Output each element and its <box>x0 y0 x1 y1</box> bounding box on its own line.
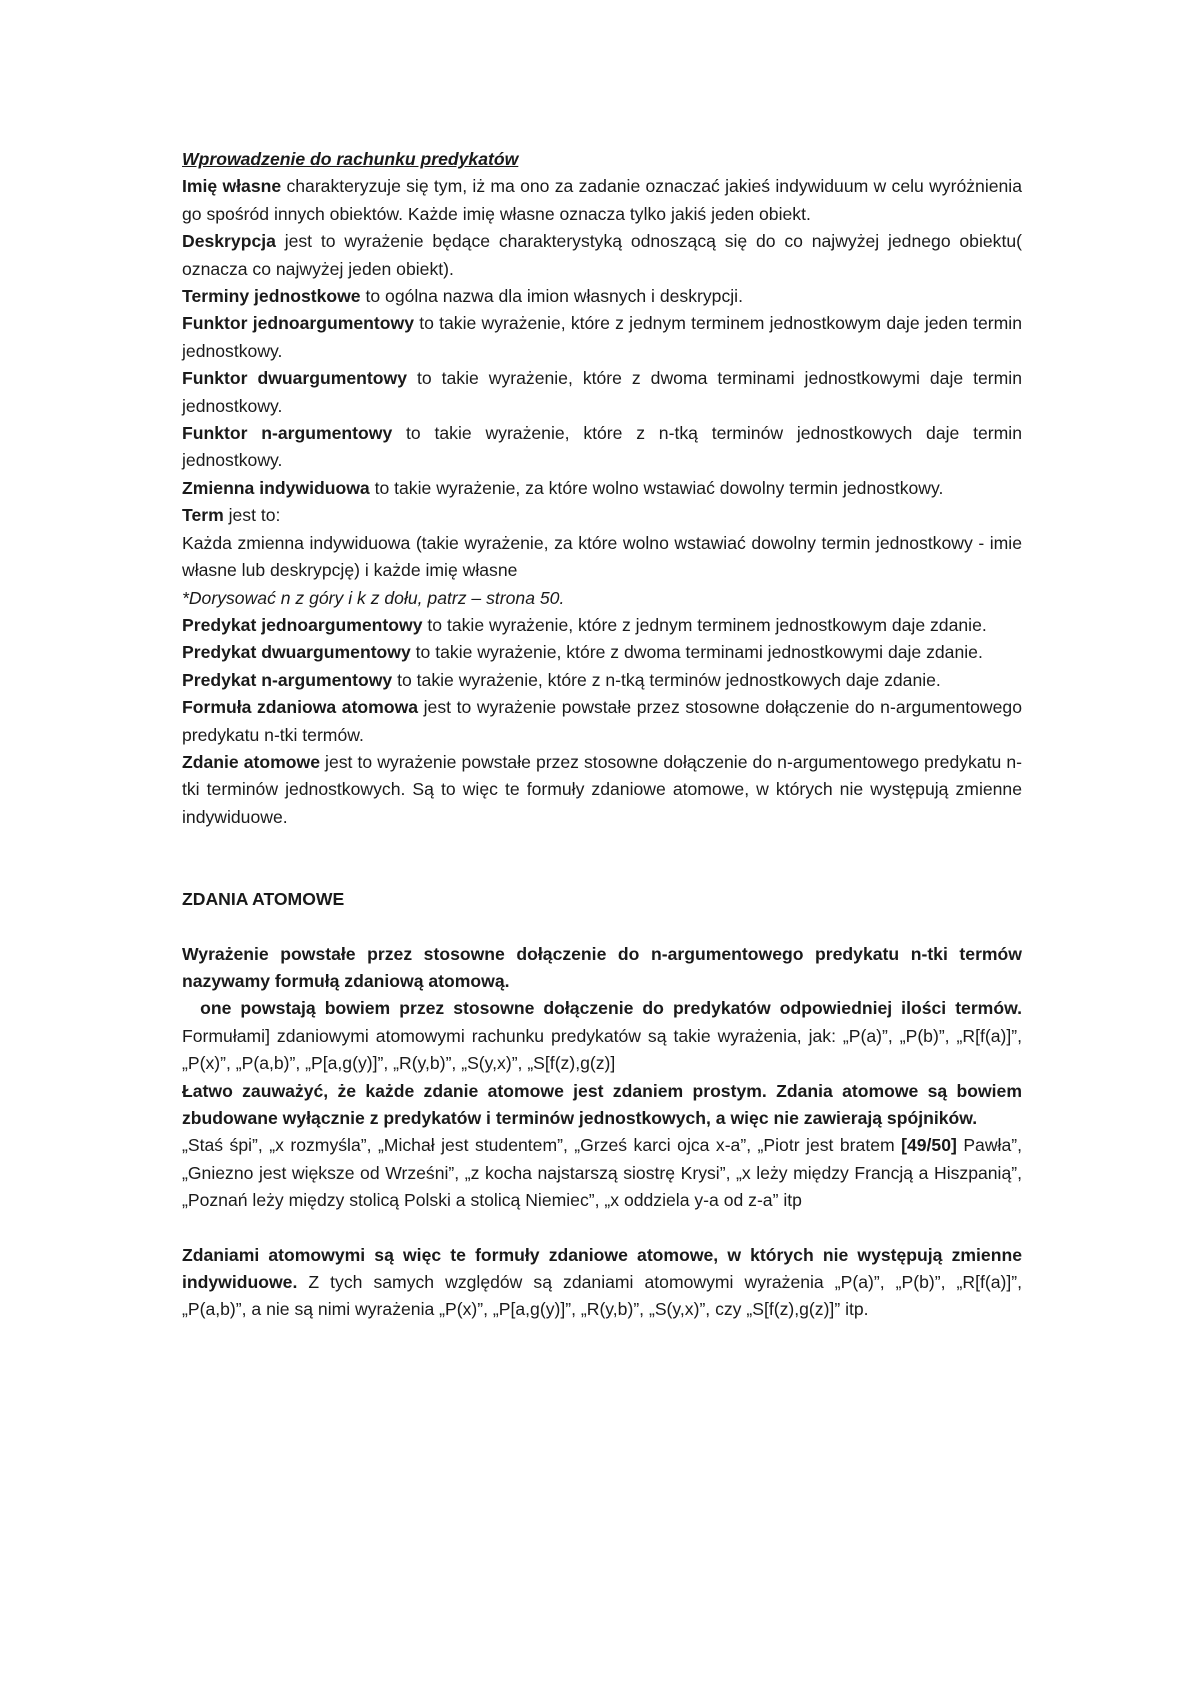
plain-text: Formułami] zdaniowymi atomowymi rachunku predykatów są takie wyrażenia, jak: „P(a)”, „P(b)”, „R[f(a)]”, „P(x)”, „P(a,b)”, „P[a,g(y)]”, „R(y,b)”, „S(y,x)”, „S[f(z),g(z)] <box>182 1025 1022 1074</box>
definition-text: to takie wyrażenie, które z jednym terminem jednostkowym daje jeden termin jednostkowy. <box>182 313 1022 361</box>
definition-term: Terminy jednostkowe <box>182 286 361 307</box>
definition-paragraph <box>182 612 1022 639</box>
definition-term: Predykat dwuargumentowy <box>182 642 411 663</box>
definition-term: Predykat jednoargumentowy <box>182 614 423 635</box>
definition-paragraph <box>182 749 1022 831</box>
definition-text: to ogólna nazwa dla imion własnych i deskrypcji. <box>360 286 743 307</box>
definition-term: Zmienna indywiduowa <box>182 477 370 498</box>
definition-term: Funktor jednoargumentowy <box>182 313 414 334</box>
definition-term: Deskrypcja <box>182 231 276 252</box>
definition-paragraph <box>182 173 1022 228</box>
definition-paragraph <box>182 228 1022 283</box>
definition-text: to takie wyrażenie, które z n-tką terminów jednostkowych daje zdanie. <box>392 669 941 690</box>
definition-term: Predykat n-argumentowy <box>182 669 393 690</box>
document-page <box>182 146 1022 1324</box>
definition-term: Formuła zdaniowa atomowa <box>182 697 419 718</box>
definition-text: jest to wyrażenie powstałe przez stosowne dołączenie do n-argumentowego predykatu n-tki termów. <box>182 697 1022 745</box>
definition-text: jest to wyrażenie będące charakterystyką odnoszącą się do co najwyżej jednego obiektu( oznacza co najwyżej jeden obiekt). <box>182 231 1022 279</box>
bold-text: one powstają bowiem przez stosowne dołączenie do predykatów odpowiedniej ilości termów. <box>182 998 1022 1019</box>
definition-term: Imię własne <box>182 176 282 197</box>
definition-text: to takie wyrażenie, które z dwoma terminami jednostkowymi daje termin jednostkowy. <box>182 368 1023 416</box>
definition-term: Zdanie atomowe <box>182 751 320 772</box>
definition-text: jest to: <box>223 505 281 526</box>
plain-text: „Staś śpi”, „x rozmyśla”, „Michał jest studentem”, „Grześ karci ojca x-a”, „Piotr jest bratem <box>182 1135 902 1156</box>
plain-text: Z tych samych względów są zdaniami atomowymi wyrażenia „P(a)”, „P(b)”, „R[f(a)]”, „P(a,b)”, a nie są nimi wyrażenia „P(x)”, „P[a,g(y)]”, „R(y,b)”, „S(y,x)”, czy „S[f(z),g(z)]” itp. <box>182 1272 1022 1320</box>
definition-paragraph <box>182 310 1022 365</box>
section-heading: ZDANIA ATOMOWE <box>182 889 345 910</box>
definition-paragraph <box>182 502 1022 529</box>
section-paragraph <box>182 941 1022 996</box>
definition-term: Funktor dwuargumentowy <box>182 368 408 389</box>
definition-paragraph <box>182 694 1022 749</box>
definition-paragraph <box>182 475 1022 502</box>
definition-text: to takie wyrażenie, które z dwoma terminami jednostkowymi daje zdanie. <box>410 642 983 663</box>
bold-text: Wyrażenie powstałe przez stosowne dołączenie do n-argumentowego predykatu n-tki termów nazywamy formułą zdaniową atomową. <box>182 943 1022 991</box>
definition-paragraph <box>182 365 1022 420</box>
section-paragraph <box>182 1078 1022 1133</box>
spacer <box>182 1215 1022 1242</box>
section-paragraph <box>182 1242 1022 1324</box>
bold-text: Łatwo zauważyć, że każde zdanie atomowe jest zdaniem prostym. Zdania atomowe są bowiem zbudowane wyłącznie z predykatów i terminów jednostkowych, a więc nie zawierają spójników. <box>182 1080 1022 1128</box>
definition-paragraph <box>182 667 1022 694</box>
definition-term: Funktor n-argumentowy <box>182 423 393 444</box>
definition-text: to takie wyrażenie, za które wolno wstawiać dowolny termin jednostkowy. <box>369 477 944 498</box>
definition-text: to takie wyrażenie, które z jednym terminem jednostkowym daje zdanie. <box>422 614 987 635</box>
definition-paragraph <box>182 639 1022 666</box>
definition-text: charakteryzuje się tym, iż ma ono za zadanie oznaczać jakieś indywiduum w celu wyróżnienia go spośród innych obiektów. Każde imię własne oznacza tylko jakiś jeden obiekt. <box>182 176 1022 224</box>
examples-paragraph <box>182 1132 1022 1214</box>
italic-note: *Dorysować n z góry i k z dołu, patrz – strona 50. <box>182 587 565 608</box>
definition-paragraph <box>182 283 1022 310</box>
definition-text: to takie wyrażenie, które z n-tką terminów jednostkowych daje termin jednostkowy. <box>182 423 1022 471</box>
section-paragraph <box>182 995 1022 1077</box>
document-title: Wprowadzenie do rachunku predykatów <box>182 149 519 169</box>
page-marker: [49/50] <box>901 1135 957 1156</box>
term-detail: Każda zmienna indywiduowa (takie wyrażenie, za które wolno wstawiać dowolny termin jednostkowy - imie własne lub deskrypcję) i każde imię własne <box>182 532 1022 581</box>
definition-paragraph <box>182 420 1022 475</box>
plain-text: Pawła”, „Gniezno jest większe od Wrześni”, „z kocha najstarszą siostrę Krysi”, „x leży między Francją a Hiszpanią”, „Poznań leży między stolicą Polski a stolicą Niemiec”, „x oddziela y-a od z-a” itp <box>182 1135 1022 1211</box>
bold-text: Zdaniami atomowymi są więc te formuły zdaniowe atomowe, w których nie występują zmienne indywiduowe. <box>182 1244 1022 1293</box>
definition-term: Term <box>182 505 224 526</box>
definition-text: jest to wyrażenie powstałe przez stosowne dołączenie do n-argumentowego predykatu n-tki terminów jednostkowych. Są to więc te formuły zdaniowe atomowe, w których nie występują zmienne indywiduowe. <box>182 751 1022 827</box>
